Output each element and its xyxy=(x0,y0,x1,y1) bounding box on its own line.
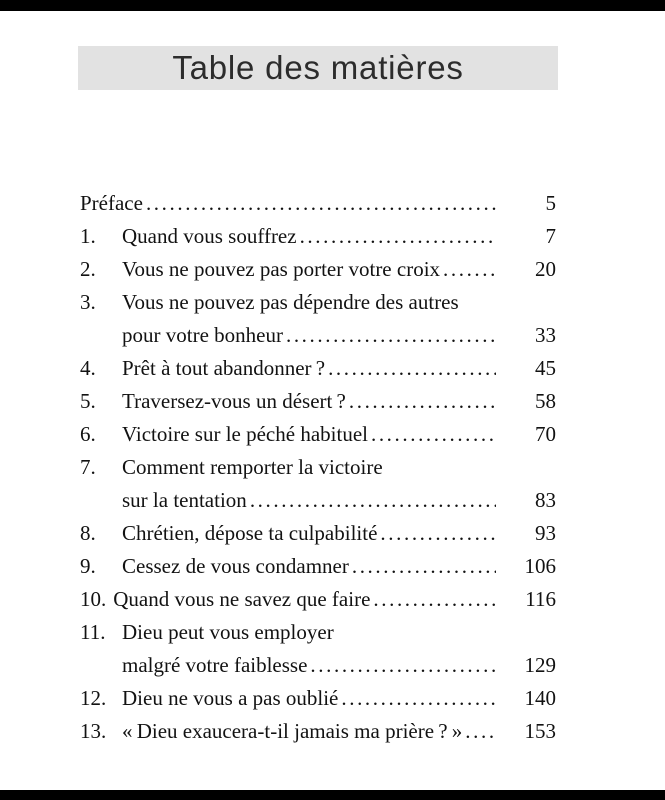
page-number: 5 xyxy=(545,191,556,215)
page-number: 116 xyxy=(525,587,556,611)
page-number: 153 xyxy=(524,719,556,743)
toc-entry-continuation xyxy=(80,484,556,517)
toc-entry xyxy=(80,715,556,748)
entry-title: Traversez-vous un désert ? xyxy=(122,389,346,413)
dot-leader xyxy=(247,484,496,517)
dot-leader xyxy=(307,649,496,682)
entry-title: « Dieu exaucera-t-il jamais ma prière ? » xyxy=(122,719,463,743)
entry-number: 7. xyxy=(80,455,96,479)
toc-entry xyxy=(80,418,556,451)
top-border-bar xyxy=(0,0,665,11)
entry-title: Comment remporter la victoire xyxy=(122,455,383,479)
dot-leader xyxy=(143,187,496,220)
entry-number: 10. xyxy=(80,587,107,611)
toc-entry-continuation xyxy=(80,319,556,352)
dot-leader xyxy=(370,583,496,616)
entry-number: 9. xyxy=(80,554,96,578)
dot-leader xyxy=(297,220,496,253)
entry-title-line2: sur la tentation xyxy=(122,488,247,512)
entry-title: Quand vous ne savez que faire xyxy=(113,587,371,611)
entry-title: Vous ne pouvez pas porter votre croix xyxy=(122,257,441,281)
toc-entry xyxy=(80,352,556,385)
entry-number: 1. xyxy=(80,224,96,248)
entry-number: 13. xyxy=(80,719,107,743)
entry-title: Dieu peut vous employer xyxy=(122,620,334,644)
toc-entry xyxy=(80,187,556,220)
dot-leader xyxy=(462,715,496,748)
entry-number: 3. xyxy=(80,290,96,314)
dot-leader xyxy=(377,517,496,550)
page-number: 7 xyxy=(545,224,556,248)
entry-title: Vous ne pouvez pas dépendre des autres xyxy=(122,290,459,314)
entry-title-line2: pour votre bonheur xyxy=(122,323,283,347)
page-number: 58 xyxy=(535,389,556,413)
entry-number: 2. xyxy=(80,257,96,281)
entry-number: 5. xyxy=(80,389,96,413)
page-title: Table des matières xyxy=(172,49,464,86)
toc-entry-continuation xyxy=(80,649,556,682)
toc-entry xyxy=(80,220,556,253)
entry-title: Victoire sur le péché habituel xyxy=(122,422,368,446)
entry-title: Dieu ne vous a pas oublié xyxy=(122,686,339,710)
toc-entry xyxy=(80,583,556,616)
toc-entry xyxy=(80,616,556,649)
toc-entry xyxy=(80,286,556,319)
table-of-contents xyxy=(80,187,556,748)
page-number: 20 xyxy=(535,257,556,281)
bottom-border-bar xyxy=(0,790,665,800)
toc-entry xyxy=(80,517,556,550)
dot-leader xyxy=(368,418,496,451)
entry-title-line2: malgré votre faiblesse xyxy=(122,653,308,677)
page-number: 129 xyxy=(524,653,556,677)
entry-title: Préface xyxy=(80,191,143,215)
entry-number: 8. xyxy=(80,521,96,545)
entry-number: 11. xyxy=(80,620,106,644)
entry-title: Quand vous souffrez xyxy=(122,224,297,248)
toc-entry xyxy=(80,451,556,484)
title-band xyxy=(78,46,558,90)
dot-leader xyxy=(325,352,496,385)
toc-entry xyxy=(80,253,556,286)
entry-title: Cessez de vous condamner xyxy=(122,554,349,578)
page-number: 83 xyxy=(535,488,556,512)
entry-number: 12. xyxy=(80,686,107,710)
dot-leader xyxy=(283,319,496,352)
toc-entry xyxy=(80,682,556,715)
entry-title: Prêt à tout abandonner ? xyxy=(122,356,326,380)
page-number: 106 xyxy=(524,554,556,578)
dot-leader xyxy=(440,253,496,286)
toc-entry xyxy=(80,550,556,583)
page-number: 45 xyxy=(535,356,556,380)
dot-leader xyxy=(346,385,496,418)
page-number: 93 xyxy=(535,521,556,545)
page-number: 33 xyxy=(535,323,556,347)
entry-number: 6. xyxy=(80,422,96,446)
entry-number: 4. xyxy=(80,356,96,380)
page-number: 70 xyxy=(535,422,556,446)
toc-entry xyxy=(80,385,556,418)
dot-leader xyxy=(349,550,496,583)
entry-title: Chrétien, dépose ta culpabilité xyxy=(122,521,378,545)
page-number: 140 xyxy=(524,686,556,710)
dot-leader xyxy=(338,682,496,715)
